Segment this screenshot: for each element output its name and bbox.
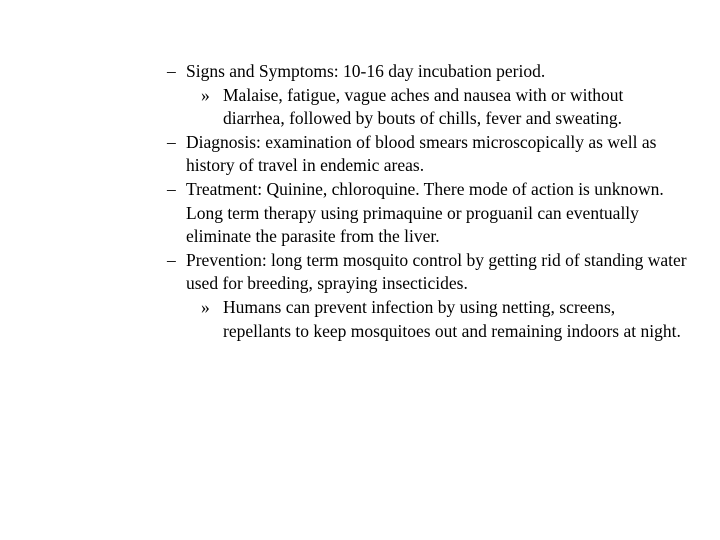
bullet-list (167, 60, 687, 343)
dash-marker: – (167, 249, 176, 270)
bullet-signs-and-symptoms (167, 60, 687, 84)
bullet-text: Signs and Symptoms: 10-16 day incubation period. (186, 61, 546, 81)
bullet-prevention (167, 249, 687, 296)
bullet-text: Prevention: long term mosquito control by getting rid of standing water used for breeding, spraying insecticides. (186, 249, 687, 294)
sub-bullet-prevention-detail (167, 296, 687, 343)
sub-bullet-symptoms-detail (167, 84, 687, 131)
bullet-text: Treatment: Quinine, chloroquine. There mode of action is unknown. Long term therapy using primaquine or proguanil can eventually eliminate the parasite from the liver. (186, 178, 664, 247)
bullet-treatment (167, 178, 687, 249)
chevron-marker: » (201, 84, 210, 105)
sub-bullet-text: Malaise, fatigue, vague aches and nausea with or without diarrhea, followed by bouts of chills, fever and sweating. (223, 84, 624, 129)
bullet-diagnosis (167, 131, 687, 178)
bullet-text: Diagnosis: examination of blood smears microscopically as well as history of travel in endemic areas. (186, 131, 657, 176)
sub-bullet-text: Humans can prevent infection by using netting, screens, repellants to keep mosquitoes out and remaining indoors at night. (223, 296, 681, 341)
chevron-marker: » (201, 296, 210, 317)
dash-marker: – (167, 131, 176, 152)
dash-marker: – (167, 178, 176, 199)
dash-marker: – (167, 61, 176, 81)
